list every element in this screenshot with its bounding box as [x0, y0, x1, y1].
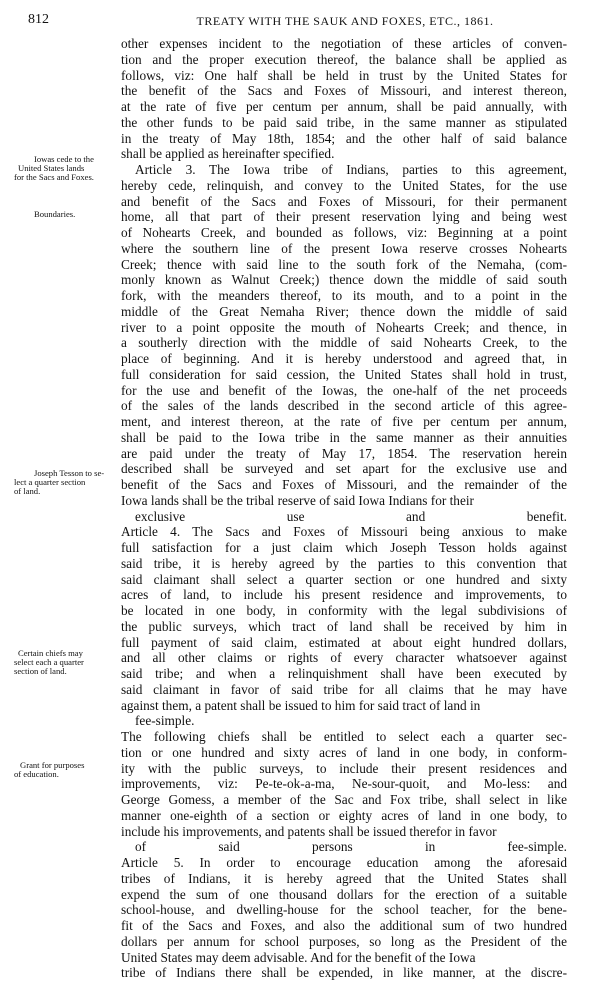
body-line: Article 5. In order to encourage education among the aforesaid: [121, 855, 567, 870]
body-line: are paid under the treaty of May 17, 1854. The reservation herein: [121, 445, 567, 461]
body-line: tribes of Indians, it is hereby agreed that the United States shall: [121, 870, 567, 886]
body-line: full payment of said claim, estimated at about eight hundred dollars,: [121, 634, 567, 650]
margin-note-certain-chiefs: Certain chiefs may select each a quarter section of land.: [14, 648, 84, 676]
body-line: follows, viz: One half shall be held in trust by the United States for: [121, 67, 567, 83]
body-line: manner one-eighth of a section or eighty acres of land in one body, to: [121, 807, 567, 823]
body-line: Article 4. The Sacs and Foxes of Missouri being anxious to make: [121, 524, 567, 540]
margin-note-boundaries: Boundaries.: [34, 209, 76, 219]
body-line: monly known as Walnut Creek;) thence down the middle of said south: [121, 272, 567, 288]
body-line: the other funds to be paid said tribe, in the same manner as stipulated: [121, 114, 567, 130]
body-line: middle of the Great Nemaha River; thence down the middle of said: [121, 303, 567, 319]
body-line: hereby cede, relinquish, and convey to the United States, for the use: [121, 177, 567, 193]
body-line: in the treaty of May 18th, 1854; and the other half of said balance: [121, 130, 567, 146]
body-line: described shall be surveyed and set apart for the exclusive use and: [121, 461, 567, 477]
body-line: Creek; thence with said line to the south fork of the Nemaha, (com-: [121, 256, 567, 272]
body-line: expend the sum of one thousand dollars for the erection of a suitable: [121, 886, 567, 902]
body-line: Article 3. The Iowa tribe of Indians, parties to this agreement,: [135, 162, 567, 177]
body-line: fee-simple.: [135, 713, 195, 729]
body-text: [121, 36, 567, 981]
margin-note-iowas-cede: Iowas cede to the United States lands for the Sacs and Foxes.: [14, 154, 94, 182]
body-line: where the southern line of the present Iowa reserve crosses Nohearts: [121, 240, 567, 256]
body-line: at the rate of five per centum per annum, shall be paid annually, with: [121, 99, 567, 114]
margin-note-joseph-tesson: Joseph Tesson to se- lect a quarter section of land.: [14, 468, 105, 496]
body-line: said tribe; and when a relinquishment shall have been executed by: [121, 666, 567, 681]
body-line: the benefit of the Sacs and Foxes of Missouri, and interest thereon,: [121, 83, 567, 99]
body-line: tribe of Indians there shall be expended, in like manner, at the discre-: [121, 965, 567, 981]
margin-note-education: Grant for purposes of education.: [14, 760, 85, 779]
body-line: full satisfaction for a just claim which Joseph Tesson holds against: [121, 540, 567, 555]
body-line: said claimant in favor of said tribe for all claims that he may have: [121, 681, 567, 697]
body-line: United States may deem advisable. And for the benefit of the Iowa: [121, 949, 476, 965]
body-line: George Gomess, a member of the Sac and Fox tribe, shall select in like: [121, 792, 567, 807]
running-head: TREATY WITH THE SAUK AND FOXES, ETC., 1861.: [196, 14, 494, 28]
body-line: for the use and benefit of the Iowas, the one-half of the net proceeds: [121, 382, 567, 398]
body-line: the public surveys, which tract of land shall be received by him in: [121, 618, 567, 634]
body-line: of Nohearts Creek, and bounded as follows, viz: Beginning at a point: [121, 225, 567, 240]
body-line: home, all that part of their present reservation lying and being west: [121, 209, 567, 225]
body-line: The following chiefs shall be entitled to select each a quarter sec-: [121, 729, 567, 744]
body-line: ity with the public surveys, to include their present residences and: [121, 760, 567, 776]
body-line: benefit of the Sacs and Foxes of Missouri, and the remainder of the: [121, 477, 567, 492]
body-line: and all other claims or rights of every character whatsoever against: [121, 650, 567, 666]
body-line: ment, and interest thereon, at the rate of five per centum per annum,: [121, 414, 567, 429]
body-line: fork, with the meanders thereof, to its mouth, and to a point in the: [121, 288, 567, 303]
body-line: said tribe, it is hereby agreed by the parties to this convention that: [121, 555, 567, 571]
body-line: Iowa lands shall be the tribal reserve of said Iowa Indians for their: [121, 492, 474, 508]
body-line: fit of the Sacs and Foxes, and also the additional sum of two hundred: [121, 918, 567, 933]
body-line: acres of land, to include his present residence and improvements, to: [121, 587, 567, 603]
body-line: tion and the proper execution thereof, the balance shall be applied as: [121, 51, 567, 67]
body-line: school-house, and dwelling-house for the school teacher, for the bene-: [121, 902, 567, 918]
page-number: 812: [28, 12, 49, 27]
body-line: other expenses incident to the negotiation of these articles of conven-: [121, 36, 567, 51]
body-line: a southerly direction with the middle of said Nohearts Creek, to the: [121, 335, 567, 351]
page-header: [0, 12, 600, 32]
body-line: tion or one hundred and sixty acres of land in one body, in conform-: [121, 744, 567, 760]
body-line: be located in one body, in conformity with the legal subdivisions of: [121, 603, 567, 618]
body-line: include his improvements, and patents shall be issued therefor in favor: [121, 823, 497, 839]
body-line: of said persons in fee-simple.: [135, 839, 567, 855]
body-line: shall be paid to the Iowa tribe in the same manner as their annuities: [121, 429, 567, 445]
body-line: river to a point opposite the mouth of Nohearts Creek; and thence, in: [121, 319, 567, 335]
body-line: of the sales of the lands described in the second article of this agree-: [121, 398, 567, 414]
body-line: exclusive use and benefit.: [135, 508, 567, 524]
body-line: improvements, viz: Pe-te-ok-a-ma, Ne-sour-quoit, and Mo-less: and: [121, 776, 567, 792]
body-line: and benefit of the Sacs and Foxes of Missouri, for their permanent: [121, 193, 567, 209]
body-line: full consideration for said cession, the United States shall hold in trust,: [121, 366, 567, 382]
body-line: said claimant shall select a quarter section or one hundred and sixty: [121, 571, 567, 587]
body-line: shall be applied as hereinafter specified.: [121, 146, 335, 162]
body-line: place of beginning. And it is hereby understood and agreed that, in: [121, 351, 567, 366]
body-line: dollars per annum for school purposes, so long as the President of the: [121, 933, 567, 949]
body-line: against them, a patent shall be issued to him for said tract of land in: [121, 697, 481, 713]
